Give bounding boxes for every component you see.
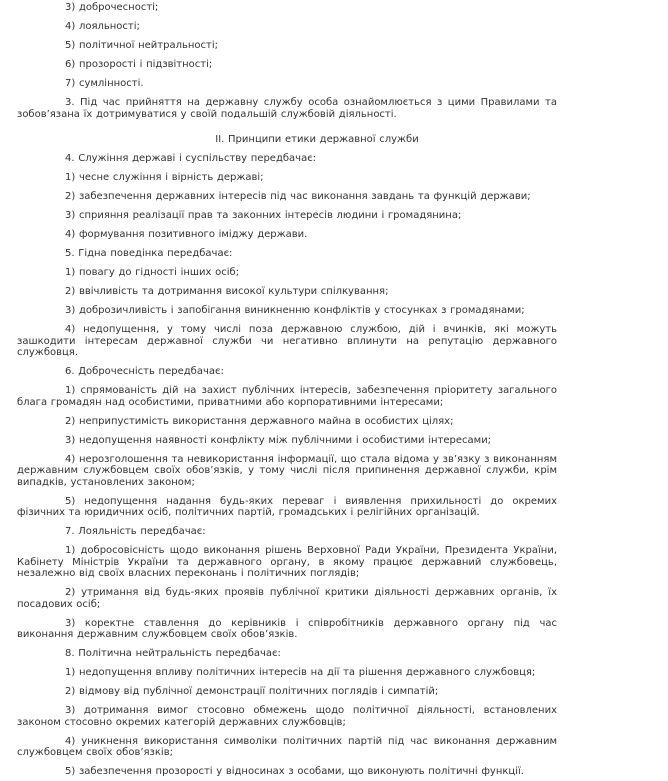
paragraph: 7. Лояльність передбачає:	[65, 526, 206, 537]
list-item: 5) недопущення надання будь-яких переваг і виявлення прихильності до окремих фізичних та юридичних осіб, політичних партій, громадських і релігійних організацій.	[17, 495, 557, 518]
list-item: 2) відмову від публічної демонстрації політичних поглядів і симпатій;	[65, 686, 439, 697]
paragraph: 3. Під час прийняття на державну службу особа ознайомлюється з цими Правилами та зобов’язана їх дотримуватися у своїй подальшій службовій діяльності.	[17, 97, 557, 120]
list-item: 1) добросовісність щодо виконання рішень Верховної Ради України, Президента України, Кабінету Міністрів України та державного органу, в якому працює державний службовець, незалежно від своїх власних переконань і політичних поглядів;	[17, 545, 557, 579]
list-item: 3) доброчесності;	[65, 2, 159, 13]
list-item: 1) недопущення впливу політичних інтересів на дії та рішення державного службовця;	[65, 667, 536, 678]
list-item: 4) уникнення використання символіки політичних партій під час виконання державним службовцем своїх обов’язків;	[17, 735, 557, 758]
list-item: 4) формування позитивного іміджу держави.	[65, 229, 308, 240]
list-item: 3) доброзичливість і запобігання виникненню конфліктів у стосунках з громадянами;	[65, 305, 525, 316]
list-item: 3) коректне ставлення до керівників і співробітників державного органу під час виконання державним службовцем своїх обов’язків.	[17, 617, 557, 640]
paragraph: 4. Служіння державі і суспільству передбачає:	[65, 153, 317, 164]
list-item: 2) утримання від будь-яких проявів публічної критики діяльності державних органів, їх посадових осіб;	[17, 587, 557, 610]
list-item: 4) лояльності;	[65, 21, 140, 32]
paragraph: 5. Гідна поведінка передбачає:	[65, 248, 233, 259]
list-item: 5) політичної нейтральності;	[65, 40, 219, 51]
list-item: 2) ввічливість та дотримання високої культури спілкування;	[65, 286, 389, 297]
list-item: 4) недопущення, у тому числі поза державною службою, дій і вчинків, які можуть зашкодити інтересам державної служби чи негативно вплинути на репутацію державного службовця.	[17, 324, 557, 358]
list-item: 5) забезпечення прозорості у відносинах з особами, що виконують політичні функції.	[65, 766, 524, 777]
paragraph: 8. Політична нейтральність передбачає:	[65, 648, 281, 659]
list-item: 1) повагу до гідності інших осіб;	[65, 267, 240, 278]
list-item: 7) сумлінності.	[65, 78, 144, 89]
section-heading: II. Принципи етики державної служби	[215, 134, 419, 145]
list-item: 6) прозорості і підзвітності;	[65, 59, 213, 70]
list-item: 2) забезпечення державних інтересів під час виконання завдань та функцій держави;	[65, 191, 531, 202]
list-item: 1) спрямованість дій на захист публічних інтересів, забезпечення пріоритету загального блага громадян над особистими, приватними або корпоративними інтересами;	[17, 385, 557, 408]
list-item: 3) недопущення наявності конфлікту між публічними і особистими інтересами;	[65, 434, 492, 446]
list-item: 2) неприпустимість використання державного майна в особистих цілях;	[65, 415, 454, 427]
paragraph: 6. Доброчесність передбачає:	[65, 366, 224, 377]
list-item: 3) сприяння реалізації прав та законних інтересів людини і громадянина;	[65, 210, 462, 221]
list-item: 3) дотримання вимог стосовно обмежень щодо політичної діяльності, встановлених законом стосовно окремих категорій державних службовців;	[17, 705, 557, 728]
list-item: 1) чесне служіння і вірність державі;	[65, 172, 264, 183]
list-item: 4) нерозголошення та невикористання інформації, що стала відома у зв’язку з виконанням державним службовцем своїх обов’язків, у тому числі після припинення державної служби, крім випадків, установлених законом;	[17, 453, 557, 488]
